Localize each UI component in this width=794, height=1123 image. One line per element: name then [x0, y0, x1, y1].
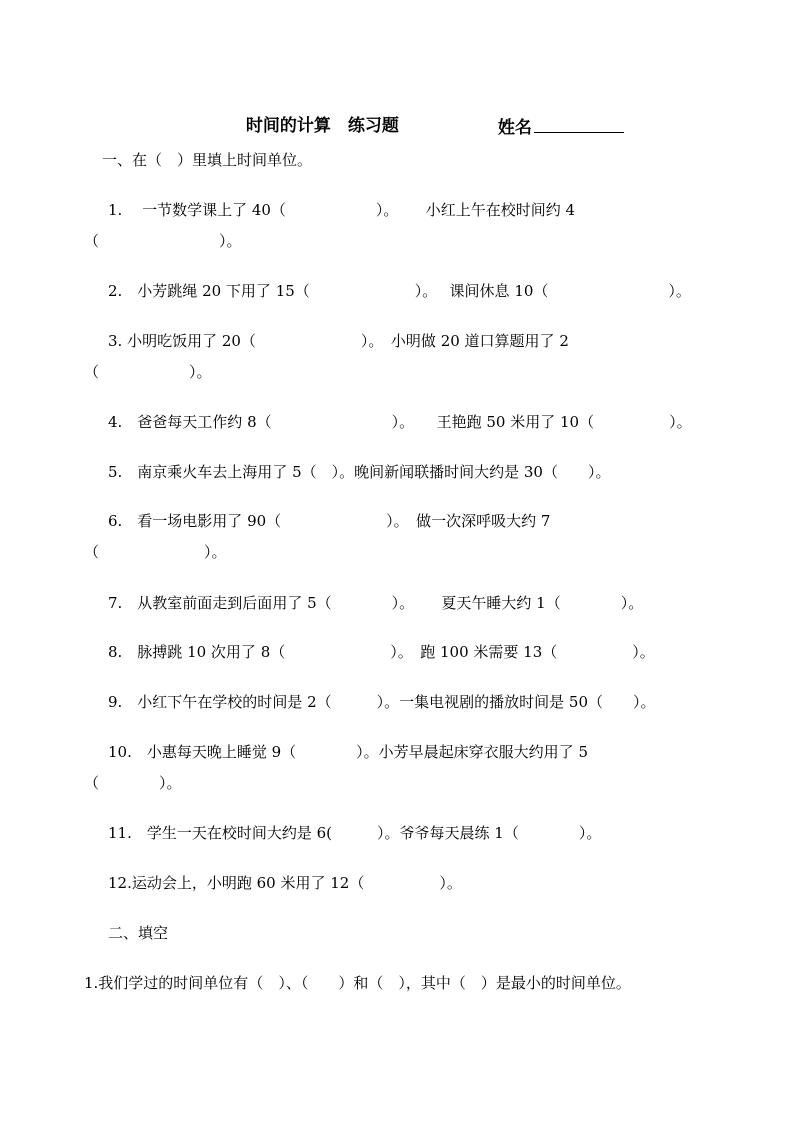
question-line: 2. 小芳跳绳 20 下用了 15（ ）。 课间休息 10（ ）。 — [108, 282, 691, 300]
question-line: （ ）。 — [84, 543, 227, 561]
student-name-field[interactable] — [486, 96, 624, 138]
question-line: （ ）。 — [84, 363, 212, 381]
question-line: 12.运动会上，小明跑 60 米用了 12（ ）。 — [108, 874, 462, 892]
page-title — [234, 96, 399, 136]
question-line: 6. 看一场电影用了 90（ ）。 做一次深呼吸大约 7 — [108, 512, 551, 530]
worksheet-title: 时间的计算 练习题 — [245, 116, 399, 136]
question-line: （ ）。 — [84, 232, 242, 250]
name-underline[interactable] — [534, 116, 624, 133]
name-label: 姓名 — [497, 118, 532, 138]
section1-heading: 一、在（ ）里填上时间单位。 — [102, 151, 313, 169]
question-line: 5. 南京乘火车去上海用了 5（ ）。晚间新闻联播时间大约是 30（ ）。 — [108, 463, 611, 481]
question-line: 1. 一节数学课上了 40（ ）。 小红上午在校时间约 4 — [108, 201, 576, 219]
section2-heading: 二、填空 — [108, 924, 169, 942]
question-line: 10. 小惠每天晚上睡觉 9（ ）。小芳早晨起床穿衣服大约用了 5 — [108, 743, 588, 761]
question-line: 1.我们学过的时间单位有（ ）、（ ）和（ ），其中（ ）是最小的时间单位。 — [84, 974, 631, 992]
question-line: 9. 小红下午在学校的时间是 2（ ）。一集电视剧的播放时间是 50（ ）。 — [108, 693, 656, 711]
question-line: 11. 学生一天在校时间大约是 6( ）。爷爷每天晨练 1（ ）。 — [108, 824, 602, 842]
question-line: 4. 爸爸每天工作约 8（ ）。 王艳跑 50 米用了 10（ ）。 — [108, 413, 692, 431]
question-line: 7. 从教室前面走到后面用了 5（ ）。 夏天午睡大约 1（ ）。 — [108, 594, 644, 612]
question-line: （ ）。 — [84, 774, 182, 792]
question-line: 8. 脉搏跳 10 次用了 8（ ）。 跑 100 米需要 13（ ）。 — [108, 643, 655, 661]
question-line: 3. 小明吃饭用了 20（ ）。 小明做 20 道口算题用了 2 — [108, 332, 569, 350]
